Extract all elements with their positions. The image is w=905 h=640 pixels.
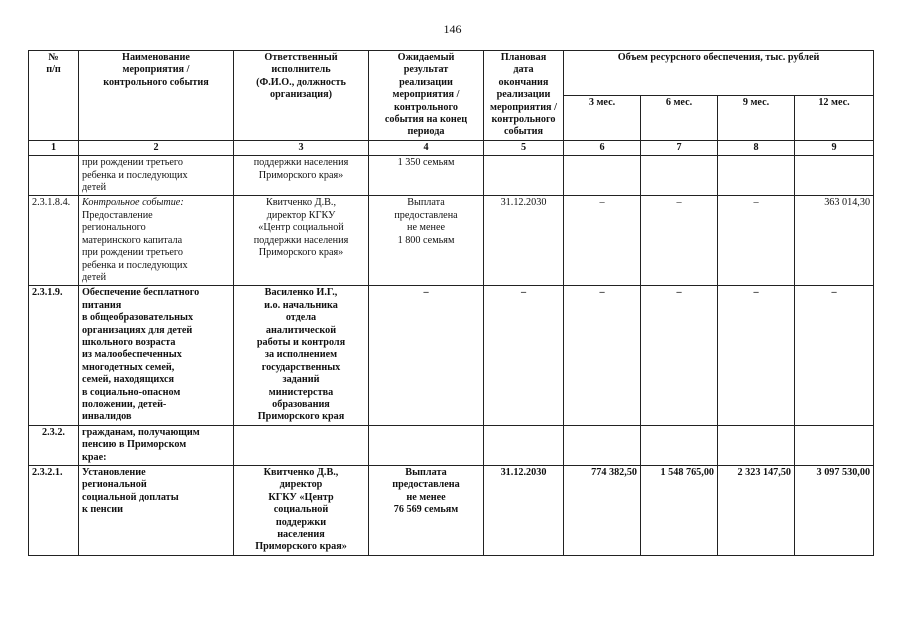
- row-q12: [795, 425, 874, 465]
- row-result: 1 350 семьям: [369, 156, 484, 196]
- row-responsible: Квитченко Д.В., директор КГКУ «Центр социальной поддержки населения Приморского края»: [234, 466, 369, 556]
- column-number-row: [29, 140, 874, 155]
- header-volume: Объем ресурсного обеспечения, тыс. рублей: [564, 51, 874, 96]
- row-name-cell: [79, 196, 234, 286]
- row-q3: –: [564, 196, 641, 286]
- header-name: Наименование мероприятия / контрольного события: [79, 51, 234, 141]
- row-q12: 363 014,30: [795, 196, 874, 286]
- row-q12: 3 097 530,00: [795, 466, 874, 556]
- row-result: Выплата предоставлена не менее 76 569 семьям: [369, 466, 484, 556]
- action-plan-table: [28, 50, 874, 556]
- row-q3: [564, 156, 641, 196]
- table-row: [29, 286, 874, 425]
- col-number: 9: [795, 140, 874, 155]
- header-q3: 3 мес.: [564, 95, 641, 140]
- row-number: 2.3.1.9.: [29, 286, 79, 425]
- row-name: гражданам, получающим пенсию в Приморском крае:: [79, 425, 234, 465]
- table-row: [29, 196, 874, 286]
- row-q9: –: [718, 196, 795, 286]
- table-row: [29, 466, 874, 556]
- row-q9: 2 323 147,50: [718, 466, 795, 556]
- row-q3: 774 382,50: [564, 466, 641, 556]
- row-date: –: [484, 286, 564, 425]
- row-q6: [641, 425, 718, 465]
- row-name: Обеспечение бесплатного питания в общеобразовательных организациях для детей школьного возраста из малообеспеченных многодетных семей, семей, находящихся в социально-опасном положении, детей- инвалидов: [79, 286, 234, 425]
- col-number: 2: [79, 140, 234, 155]
- row-responsible: Василенко И.Г., и.о. начальника отдела аналитической работы и контроля за исполнением государственных заданий министерства образования Приморского края: [234, 286, 369, 425]
- header-result: Ожидаемый результат реализации мероприятия / контрольного события на конец периода: [369, 51, 484, 141]
- control-event-label: Контрольное событие:: [82, 197, 184, 209]
- col-number: 3: [234, 140, 369, 155]
- row-number: 2.3.2.: [29, 425, 79, 465]
- row-result: Выплата предоставлена не менее 1 800 семьям: [369, 196, 484, 286]
- header-q9: 9 мес.: [718, 95, 795, 140]
- row-q3: [564, 425, 641, 465]
- col-number: 8: [718, 140, 795, 155]
- table-row: [29, 425, 874, 465]
- row-result: [369, 425, 484, 465]
- row-q6: 1 548 765,00: [641, 466, 718, 556]
- header-date: Плановая дата окончания реализации мероприятия / контрольного события: [484, 51, 564, 141]
- row-q3: –: [564, 286, 641, 425]
- row-q9: [718, 425, 795, 465]
- row-number: [29, 156, 79, 196]
- col-number: 6: [564, 140, 641, 155]
- row-number: 2.3.2.1.: [29, 466, 79, 556]
- header-q12: 12 мес.: [795, 95, 874, 140]
- table-row: [29, 156, 874, 196]
- row-q6: [641, 156, 718, 196]
- row-q9: [718, 156, 795, 196]
- row-q12: –: [795, 286, 874, 425]
- row-q6: –: [641, 286, 718, 425]
- row-responsible: Квитченко Д.В., директор КГКУ «Центр социальной поддержки населения Приморского края»: [234, 196, 369, 286]
- row-q6: –: [641, 196, 718, 286]
- header-q6: 6 мес.: [641, 95, 718, 140]
- row-date: 31.12.2030: [484, 196, 564, 286]
- row-q9: –: [718, 286, 795, 425]
- row-name: Установление региональной социальной доплаты к пенсии: [79, 466, 234, 556]
- row-date: [484, 156, 564, 196]
- row-date: 31.12.2030: [484, 466, 564, 556]
- row-name: при рождении третьего ребенка и последующих детей: [79, 156, 234, 196]
- row-number: 2.3.1.8.4.: [29, 196, 79, 286]
- row-name: Предоставление регионального материнского капитала при рождении третьего ребенка и последующих детей: [82, 209, 188, 283]
- page-number: 146: [443, 22, 462, 36]
- row-responsible: [234, 425, 369, 465]
- row-result: –: [369, 286, 484, 425]
- row-date: [484, 425, 564, 465]
- col-number: 7: [641, 140, 718, 155]
- header-responsible: Ответственный исполнитель (Ф.И.О., должность организация): [234, 51, 369, 141]
- col-number: 4: [369, 140, 484, 155]
- header-row-1: [29, 51, 874, 96]
- col-number: 1: [29, 140, 79, 155]
- col-number: 5: [484, 140, 564, 155]
- row-responsible: поддержки населения Приморского края»: [234, 156, 369, 196]
- header-num: № п/п: [29, 51, 79, 141]
- row-q12: [795, 156, 874, 196]
